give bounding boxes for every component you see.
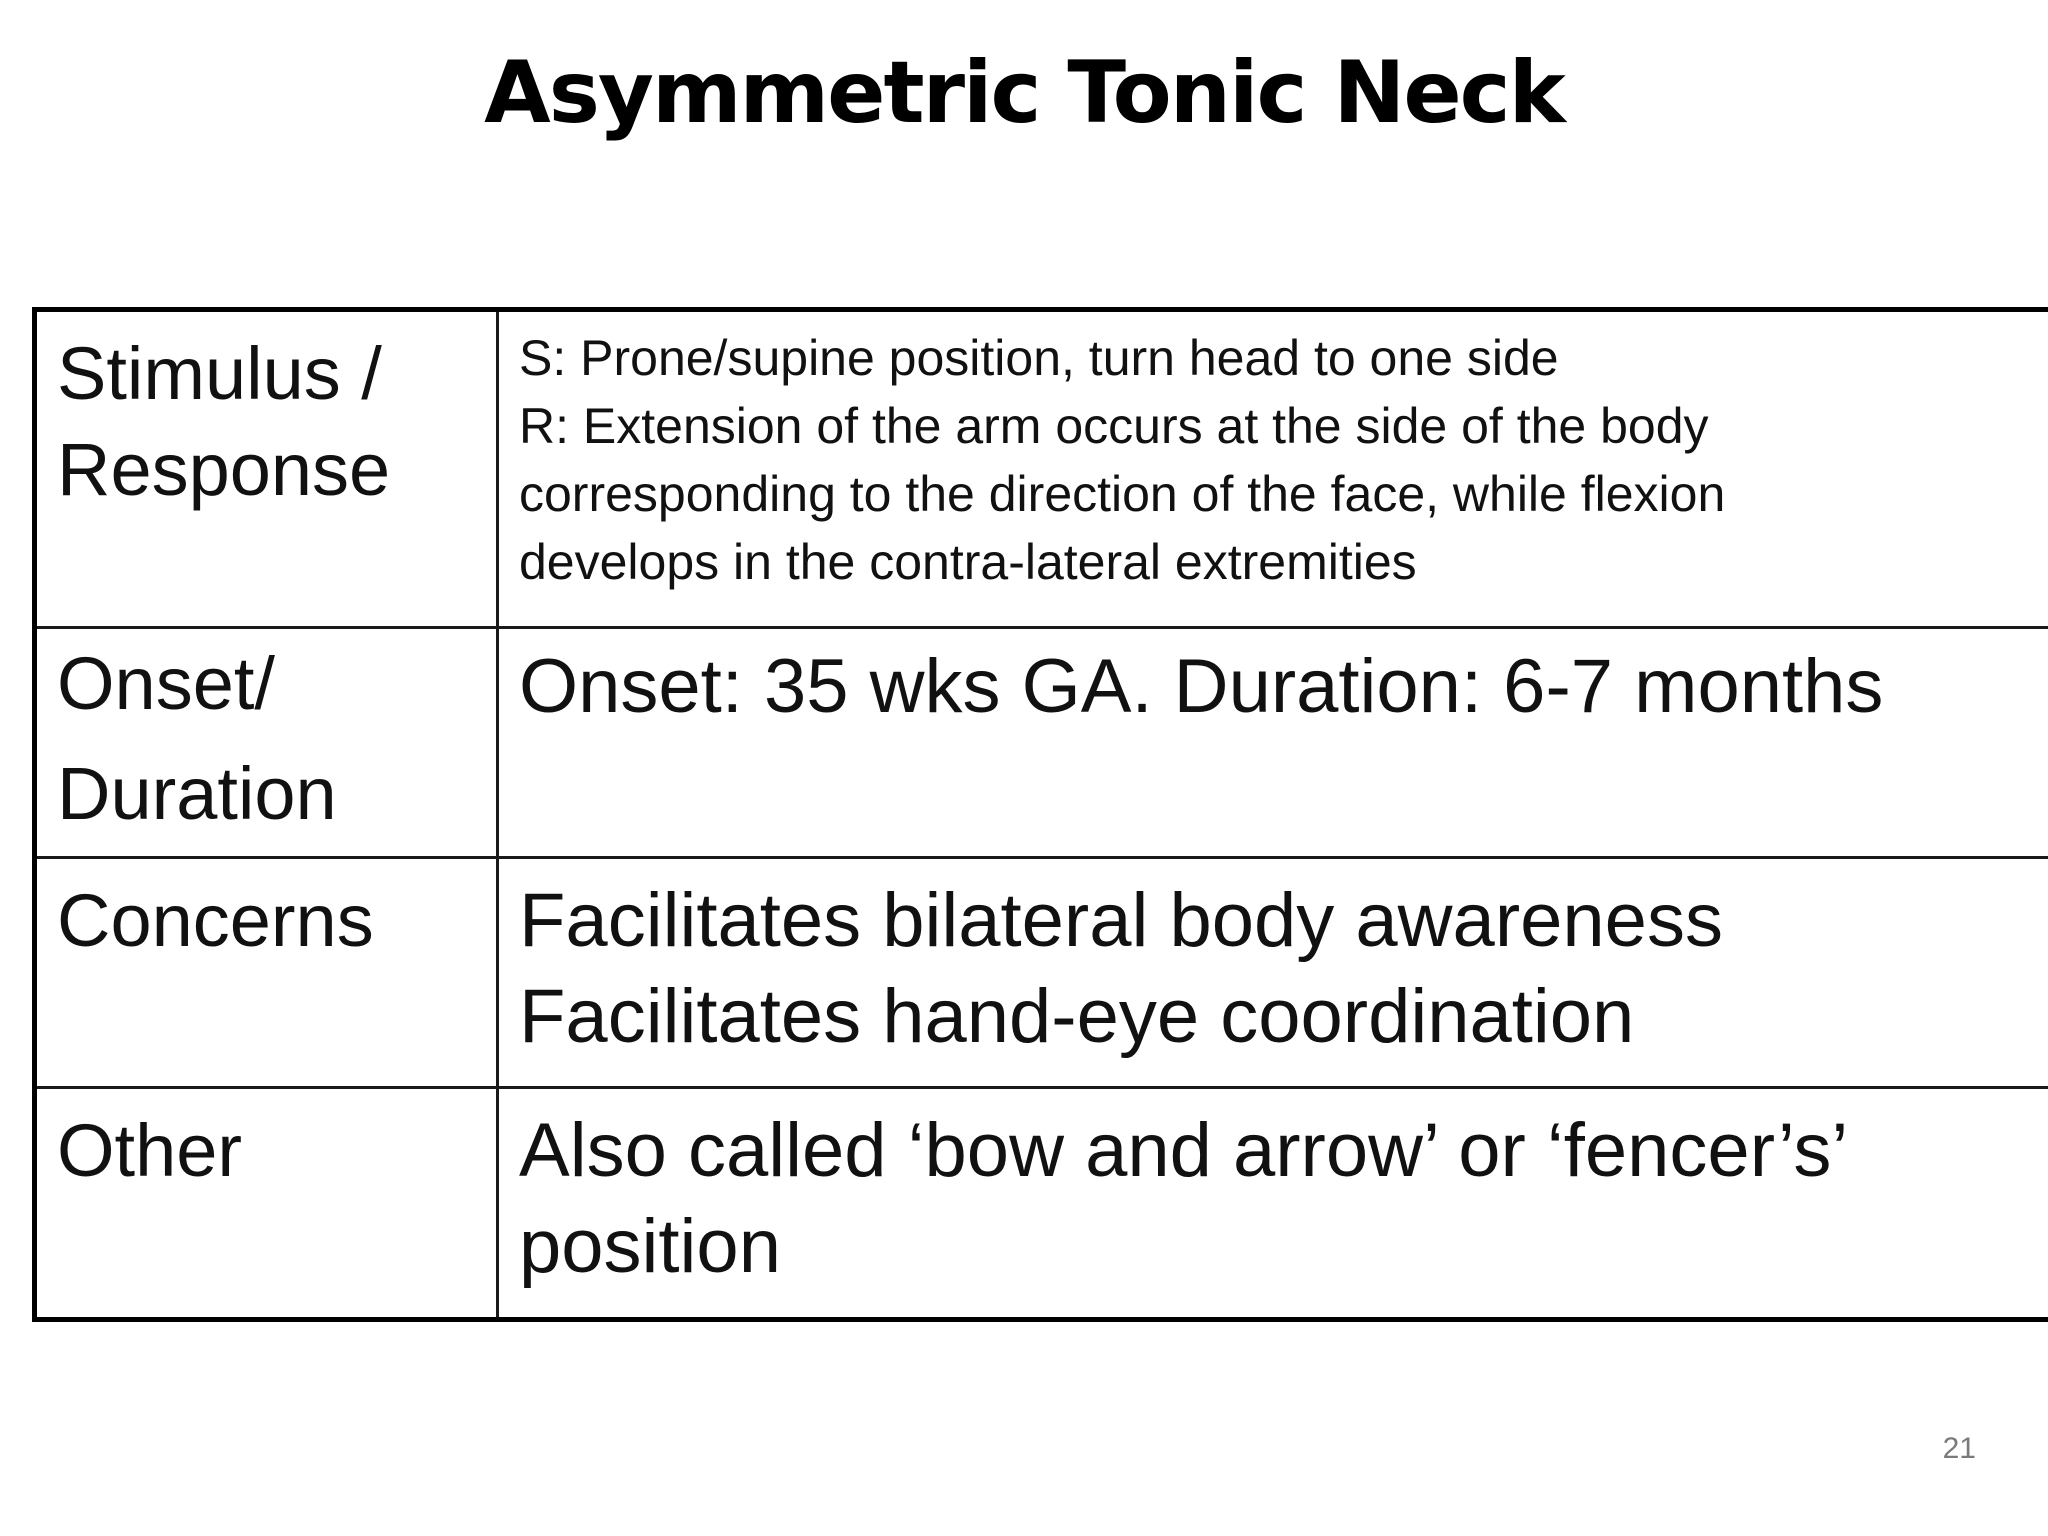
- row-value-line: corresponding to the direction of the face, while flexion: [519, 466, 1726, 522]
- row-value-line: Also called ‘bow and arrow’ or ‘fencer’s’: [519, 1108, 1849, 1193]
- slide-number: 21: [1942, 1432, 1976, 1465]
- row-label-line: Duration: [57, 752, 337, 835]
- row-value-line: position: [519, 1204, 781, 1289]
- table-row-stimulus-response: [35, 310, 2048, 628]
- row-value-concerns: [498, 858, 2048, 1088]
- row-label-line: Concerns: [57, 879, 374, 962]
- row-label-line: Stimulus /: [57, 332, 382, 415]
- row-label-onset-duration: [35, 628, 498, 858]
- row-label-line: Other: [57, 1109, 243, 1192]
- row-label-concerns: [35, 858, 498, 1088]
- table-row-onset-duration: [35, 628, 2048, 858]
- row-value-line: develops in the contra-lateral extremities: [519, 534, 1417, 590]
- reflex-table: [32, 307, 2048, 1322]
- table-row-other: [35, 1088, 2048, 1320]
- row-value-line: R: Extension of the arm occurs at the side of the body: [519, 398, 1709, 454]
- row-value-onset-duration: [498, 628, 2048, 858]
- row-label-stimulus-response: [35, 310, 498, 628]
- row-value-line: Facilitates hand-eye coordination: [519, 974, 1635, 1059]
- slide-title: Asymmetric Tonic Neck: [484, 43, 1564, 143]
- row-label-other: [35, 1088, 498, 1320]
- row-value-other: [498, 1088, 2048, 1320]
- row-value-line: Onset: 35 wks GA. Duration: 6-7 months: [519, 644, 1884, 729]
- row-label-line: Onset/: [57, 642, 275, 725]
- row-value-line: Facilitates bilateral body awareness: [519, 878, 1723, 963]
- row-value-line: S: Prone/supine position, turn head to one side: [519, 330, 1559, 386]
- table-row-concerns: [35, 858, 2048, 1088]
- row-value-stimulus-response: [498, 310, 2048, 628]
- row-label-line: Response: [57, 428, 391, 511]
